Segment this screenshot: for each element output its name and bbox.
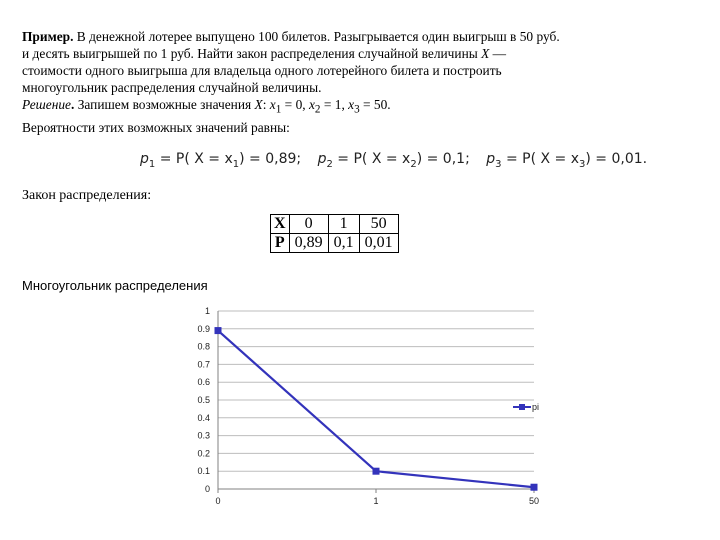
table-cell: 0,1 [328, 234, 359, 253]
problem-line-3: стоимости одного выигрыша для владельца одного лотерейного билета и построить [22, 63, 502, 78]
row-header-x: X [271, 215, 290, 234]
y-tick-label: 0.4 [197, 412, 210, 423]
problem-line-2: и десять выигрышей по 1 руб. Найти закон распределения случайной величины X — [22, 46, 507, 61]
y-tick-label: 0.2 [197, 448, 210, 459]
y-tick-label: 0.3 [197, 430, 210, 441]
solution-line: Решение. Запишем возможные значения X: $x_1 = 0$, $x_2 = 1$, $x_3 = 50$. [22, 97, 391, 116]
table-cell: 0 [289, 215, 328, 234]
x-tick-label: 50 [528, 496, 540, 506]
x-tick-label: 0 [215, 496, 221, 506]
probabilities-intro: Вероятности этих возможных значений равны: [22, 119, 290, 135]
table-cell: 1 [328, 215, 359, 234]
distribution-law-title: Закон распределения: [22, 188, 152, 203]
y-tick-label: 0.7 [197, 359, 210, 370]
series-line-pi [218, 331, 534, 488]
formula-p3: $p_3 = P$( $X = x_3) = 0,01$. [486, 151, 648, 170]
data-point [215, 327, 222, 334]
y-tick-label: 0.5 [197, 395, 210, 405]
y-tick-label: 1 [204, 306, 210, 316]
problem-line-1: Пример. В денежной лотерее выпущено 100 билетов. Разыгрывается один выигрыш в 50 руб. [22, 29, 560, 44]
x-tick-label: 1 [373, 496, 379, 506]
row-header-p: P [271, 234, 290, 253]
y-tick-label: 0 [204, 484, 210, 494]
data-point [373, 468, 380, 475]
formula-p1: $p_1 = P$( $X = x_1) = 0,89$; [140, 151, 302, 170]
example-label: Пример [22, 29, 71, 44]
legend-marker [519, 404, 525, 410]
solution-label: Решение [22, 97, 71, 112]
table-cell: 0,89 [289, 234, 328, 253]
chart-title: Многоугольник распределения [22, 278, 208, 293]
y-tick-label: 0.8 [197, 341, 210, 352]
table-cell: 50 [359, 215, 398, 234]
y-tick-label: 0.9 [197, 323, 210, 334]
table-cell: 0,01 [359, 234, 398, 253]
formula-p2: $p_2 = P$( $X = x_2) = 0,1$; [317, 151, 470, 170]
legend-label: pi [532, 402, 540, 412]
y-tick-label: 0.6 [197, 377, 210, 388]
y-tick-label: 0.1 [197, 466, 210, 477]
problem-line-4: многоугольник распределения случайной величины. [22, 80, 322, 95]
data-point [531, 484, 538, 491]
